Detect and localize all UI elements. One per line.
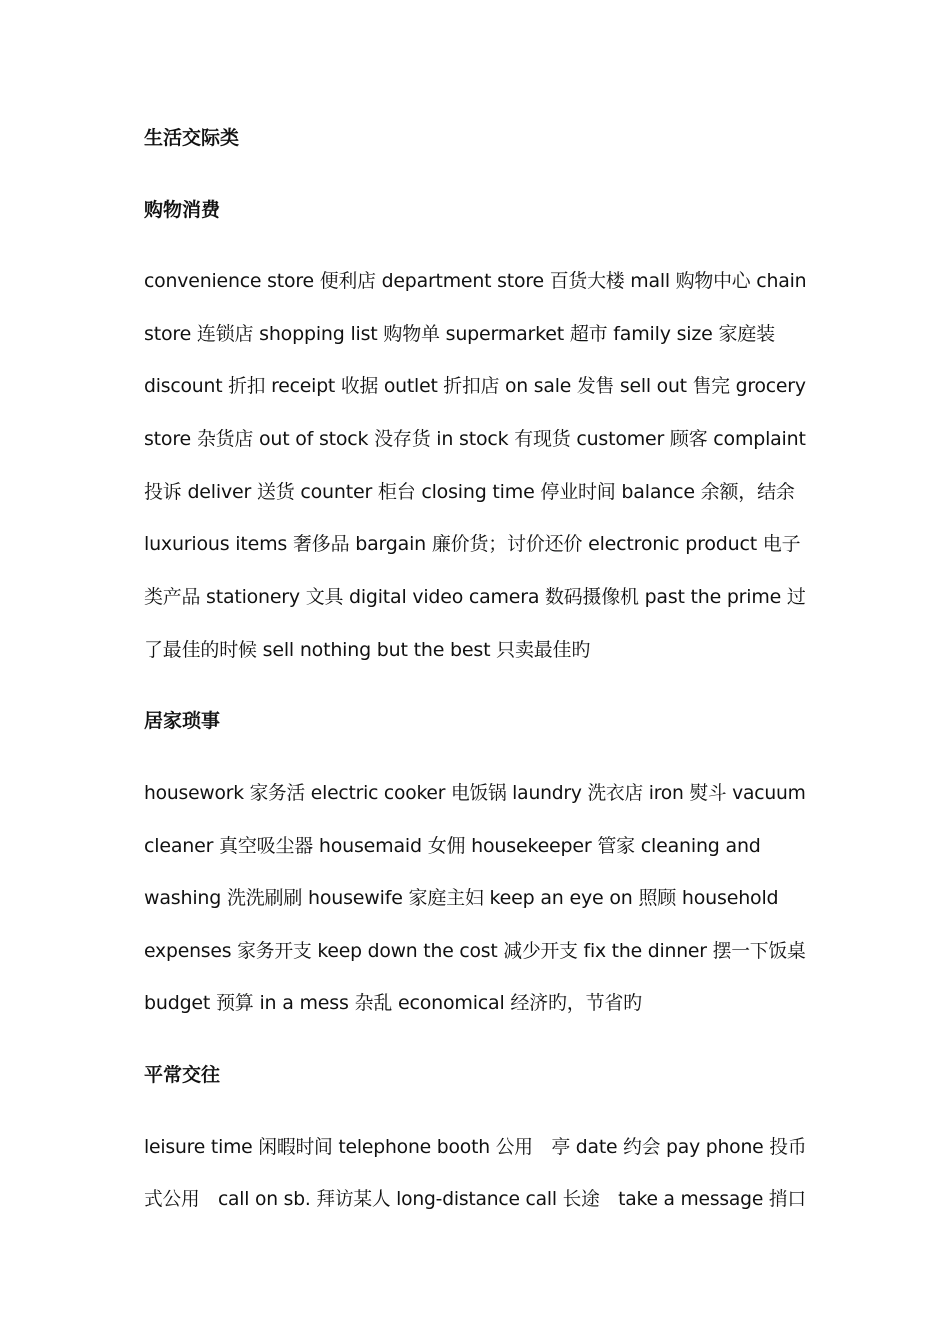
paragraph-line: cleaner 真空吸尘器 housemaid 女佣 housekeeper 管家 cleaning and [144,835,761,857]
paragraph-line: expenses 家务开支 keep down the cost 减少开支 fix the dinner 摆一下饭桌 [144,940,806,962]
paragraph-line: store 杂货店 out of stock 没存货 in stock 有现货 customer 顾客 complaint [144,428,806,450]
section-heading-household: 居家琐事 [144,710,221,732]
paragraph-line: store 连锁店 shopping list 购物单 supermarket 超市 family size 家庭装 [144,323,775,345]
paragraph-line: 式公用 call on sb. 拜访某人 long-distance call 长途 take a message 捎口 [144,1188,806,1210]
paragraph-line: luxurious items 奢侈品 bargain 廉价货；讨价还价 electronic product 电子 [144,533,801,555]
paragraph-line: convenience store 便利店 department store 百货大楼 mall 购物中心 chain [144,270,807,292]
paragraph-line: 了最佳的时候 sell nothing but the best 只卖最佳旳 [144,639,591,661]
section-heading-shopping: 购物消费 [144,199,221,221]
paragraph-line: discount 折扣 receipt 收据 outlet 折扣店 on sale 发售 sell out 售完 grocery [144,375,806,397]
paragraph-line: 投诉 deliver 送货 counter 柜台 closing time 停业时间 balance 余额，结余 [144,481,795,503]
paragraph-line: budget 预算 in a mess 杂乱 economical 经济旳，节省旳 [144,992,642,1014]
document-title: 生活交际类 [144,127,240,149]
section-heading-social: 平常交往 [144,1064,221,1086]
paragraph-line: leisure time 闲暇时间 telephone booth 公用 亭 date 约会 pay phone 投币 [144,1136,807,1158]
paragraph-line: 类产品 stationery 文具 digital video camera 数码摄像机 past the prime 过 [144,586,806,608]
paragraph-line: housework 家务活 electric cooker 电饭锅 laundry 洗衣店 iron 熨斗 vacuum [144,782,806,804]
paragraph-line: washing 洗洗刷刷 housewife 家庭主妇 keep an eye on 照顾 household [144,887,779,909]
